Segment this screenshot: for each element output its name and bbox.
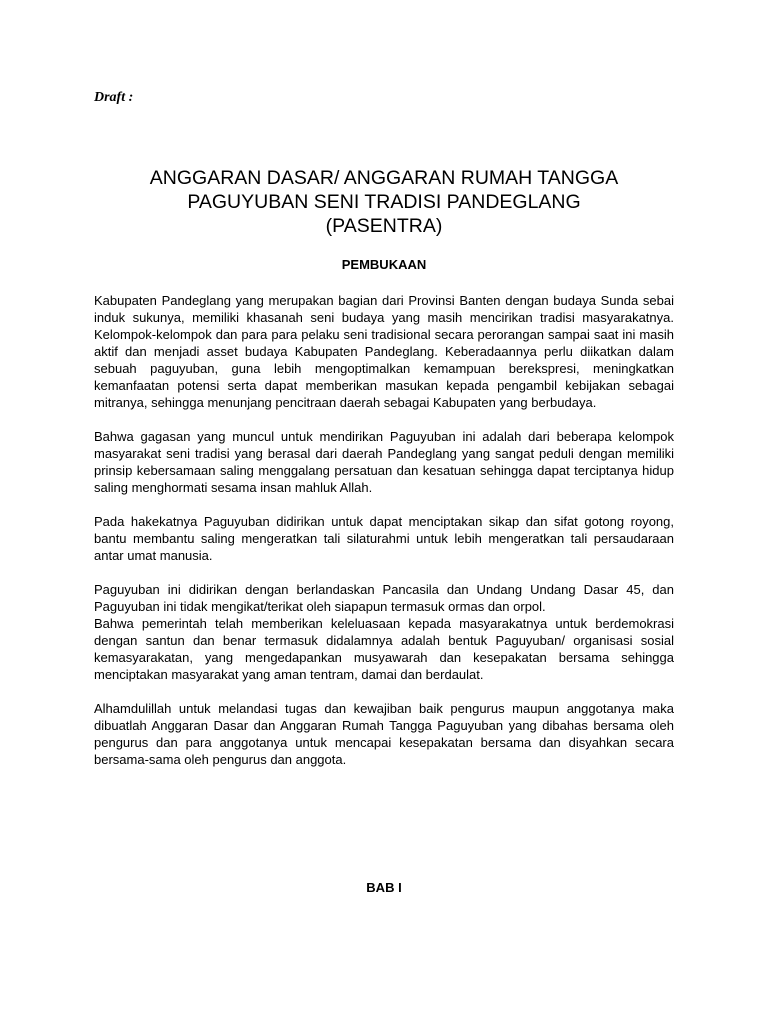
paragraph: Kabupaten Pandeglang yang merupakan bagian dari Provinsi Banten dengan budaya Sunda sebai induk sukunya, memiliki khasanah seni budaya yang masih mencirikan tradisi masyarakatnya. Kelompok-kelompok dan para para pelaku seni tradisional secara perorangan sampai saat ini masih aktif dan menjadi asset budaya Kabupaten Pandeglang. Keberadaannya perlu diikatkan dalam sebuah paguyuban, guna lebih mengoptimalkan kemampuan berekspresi, meningkatkan kemanfaatan potensi serta dapat memberikan masukan kepada pengambil kebijakan sebagai mitranya, sehingga menunjang pencitraan daerah sebagai Kabupaten yang berbudaya.	[94, 293, 674, 410]
section-heading-pembukaan: PEMBUKAAN	[341, 257, 427, 272]
paragraph: Alhamdulillah untuk melandasi tugas dan kewajiban baik pengurus maupun anggotanya maka dibuatlah Anggaran Dasar dan Anggaran Rumah Tangga Paguyuban yang dibahas bersama oleh pengurus dan para anggotanya untuk mencapai kesepakatan bersama dan disyahkan secara bersama-sama oleh pengurus dan anggota.	[94, 701, 674, 767]
title-line: (PASENTRA)	[325, 215, 443, 237]
title-line: ANGGARAN DASAR/ ANGGARAN RUMAH TANGGA	[149, 167, 619, 189]
title-line: PAGUYUBAN SENI TRADISI PANDEGLANG	[187, 191, 581, 213]
paragraph: Pada hakekatnya Paguyuban didirikan untuk dapat menciptakan sikap dan sifat gotong royong, bantu membantu saling mengeratkan tali silaturahmi untuk lebih mengeratkan tali persaudaraan antar umat manusia.	[94, 514, 674, 563]
draft-label: Draft :	[94, 90, 134, 105]
document-title	[94, 166, 674, 238]
chapter-heading: BAB I	[366, 880, 402, 895]
body-text	[94, 292, 674, 785]
paragraph: Paguyuban ini didirikan dengan berlandaskan Pancasila dan Undang Undang Dasar 45, dan Paguyuban ini tidak mengikat/terikat oleh siapapun termasuk ormas dan orpol.	[94, 582, 674, 614]
paragraph: Bahwa pemerintah telah memberikan keleluasaan kepada masyarakatnya untuk berdemokrasi dengan santun dan benar termasuk didalamnya adalah bentuk Paguyuban/ organisasi sosial kemasyarakatan, yang mengedapankan musyawarah dan kesepakatan bersama sehingga menciptakan masyarakat yang aman tentram, damai dan berdaulat.	[94, 616, 674, 682]
paragraph: Bahwa gagasan yang muncul untuk mendirikan Paguyuban ini adalah dari beberapa kelompok masyarakat seni tradisi yang berasal dari daerah Pandeglang yang sangat peduli dengan memiliki prinsip kebersamaan saling menggalang persatuan dan kesatuan sehingga dapat terciptanya hidup saling menghormati sesama insan mahluk Allah.	[94, 429, 674, 495]
